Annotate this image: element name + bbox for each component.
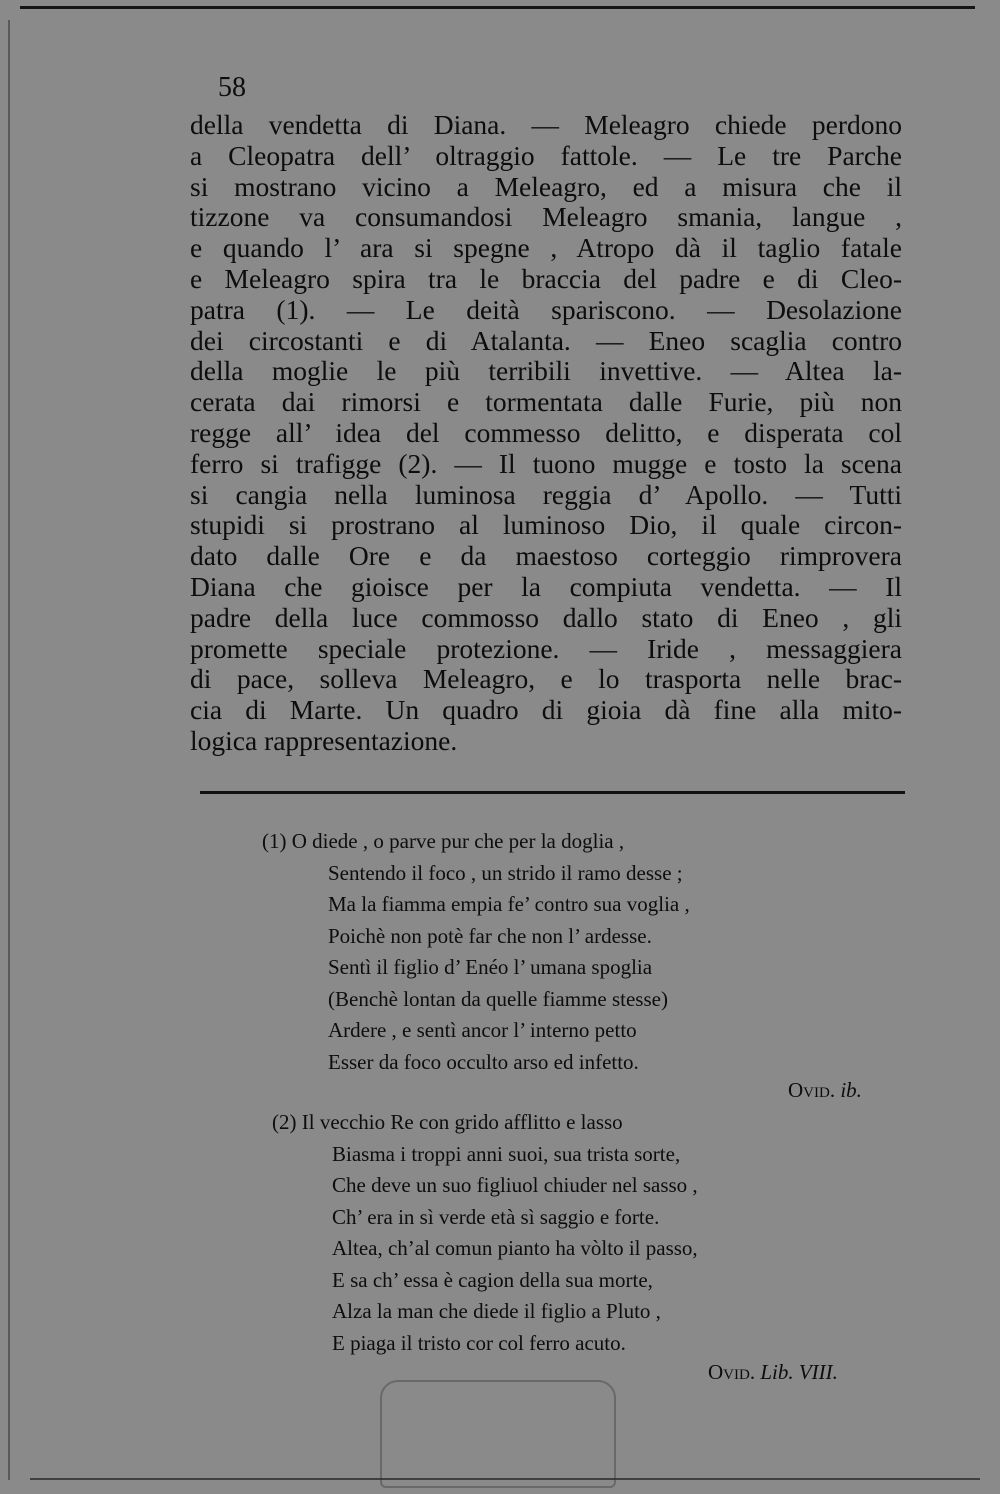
verse-line: (2) Il vecchio Re con grido afflitto e lasso — [272, 1110, 623, 1134]
text-line: padre della luce commosso dallo stato di Eneo , gli — [190, 601, 902, 633]
text-line: della vendetta di Diana. — Meleagro chiede perdono — [190, 109, 902, 140]
verse-line: (Benchè lontan da quelle fiamme stesse) — [328, 986, 668, 1011]
text-line: e Meleagro spira tra le braccia del padre e di Cleo- — [190, 262, 902, 294]
verse-line: Biasma i troppi anni suoi, sua trista sorte, — [332, 1141, 681, 1166]
text-line: dei circostanti e di Atalanta. — Eneo scaglia contro — [190, 324, 902, 356]
verse-line: E piaga il tristo cor col ferro acuto. — [332, 1330, 626, 1355]
footnote-2 — [272, 1107, 698, 1359]
footnote-1-source — [788, 1078, 862, 1103]
text-line: promette speciale protezione. — Iride , messaggiera — [190, 632, 902, 664]
verse-line: Ma la fiamma empia fe’ contro sua voglia , — [328, 892, 690, 916]
text-line: stupidi si prostrano al luminoso Dio, il quale circon- — [190, 509, 902, 541]
verse-line: Sentendo il foco , un strido il ramo desse ; — [328, 860, 683, 885]
verse-line: Poichè non potè far che non l’ ardesse. — [328, 923, 652, 948]
top-border-rule — [20, 6, 975, 9]
text-line: dato dalle Ore e da maestoso corteggio rimprovera — [190, 540, 902, 572]
verse-line: Che deve un suo figliuol chiuder nel sasso , — [332, 1173, 698, 1197]
text-line: della moglie le più terribili invettive. — Altea la- — [190, 355, 902, 387]
verse-line: E sa ch’ essa è cagion della sua morte, — [332, 1267, 653, 1292]
text-line: ferro si trafigge (2). — Il tuono mugge e tosto la scena — [190, 447, 902, 479]
library-stamp — [380, 1380, 616, 1488]
text-line: Diana che gioisce per la compiuta vendetta. — Il — [190, 570, 902, 602]
text-line: si cangia nella luminosa reggia d’ Apollo. — Tutti — [190, 478, 902, 510]
text-line: logica rappresentazione. — [190, 724, 458, 756]
page-number: 58 — [218, 72, 246, 103]
text-line: a Cleopatra dell’ oltraggio fattole. — Le tre Parche — [190, 139, 902, 171]
text-line: patra (1). — Le deità spariscono. — Desolazione — [190, 293, 902, 325]
main-text-block — [190, 110, 902, 757]
text-line: di pace, solleva Meleagro, e lo trasporta nelle brac- — [190, 663, 902, 695]
text-line: regge all’ idea del commesso delitto, e disperata col — [190, 416, 902, 448]
text-line: si mostrano vicino a Meleagro, ed a misura che il — [190, 170, 902, 202]
verse-line: (1) O diede , o parve pur che per la doglia , — [262, 829, 625, 853]
text-line: tizzone va consumandosi Meleagro smania, langue , — [190, 201, 902, 233]
verse-line: Sentì il figlio d’ Enéo l’ umana spoglia — [328, 955, 653, 979]
text-line: cia di Marte. Un quadro di gioia dà fine alla mito- — [190, 694, 902, 726]
source-author: Ovid. — [788, 1078, 836, 1102]
verse-line: Alza la man che diede il figlio a Pluto , — [332, 1299, 661, 1323]
text-line: cerata dai rimorsi e tormentata dalle Furie, più non — [190, 386, 902, 418]
verse-line: Ardere , e sentì ancor l’ interno petto — [328, 1018, 637, 1042]
footnote-2-source — [708, 1360, 838, 1385]
verse-line: Esser da foco occulto arso ed infetto. — [328, 1049, 639, 1074]
text-line: e quando l’ ara si spegne , Atropo dà il taglio fatale — [190, 232, 902, 264]
left-page-edge — [8, 20, 10, 1480]
source-author: Ovid. — [708, 1360, 756, 1384]
footnote-1 — [262, 826, 690, 1078]
verse-line: Ch’ era in sì verde età sì saggio e forte. — [332, 1204, 660, 1229]
source-reference: Lib. VIII. — [760, 1360, 838, 1384]
source-reference: ib. — [840, 1078, 862, 1102]
verse-line: Altea, ch’al comun pianto ha vòlto il passo, — [332, 1236, 698, 1260]
footnote-separator-rule — [200, 791, 905, 794]
